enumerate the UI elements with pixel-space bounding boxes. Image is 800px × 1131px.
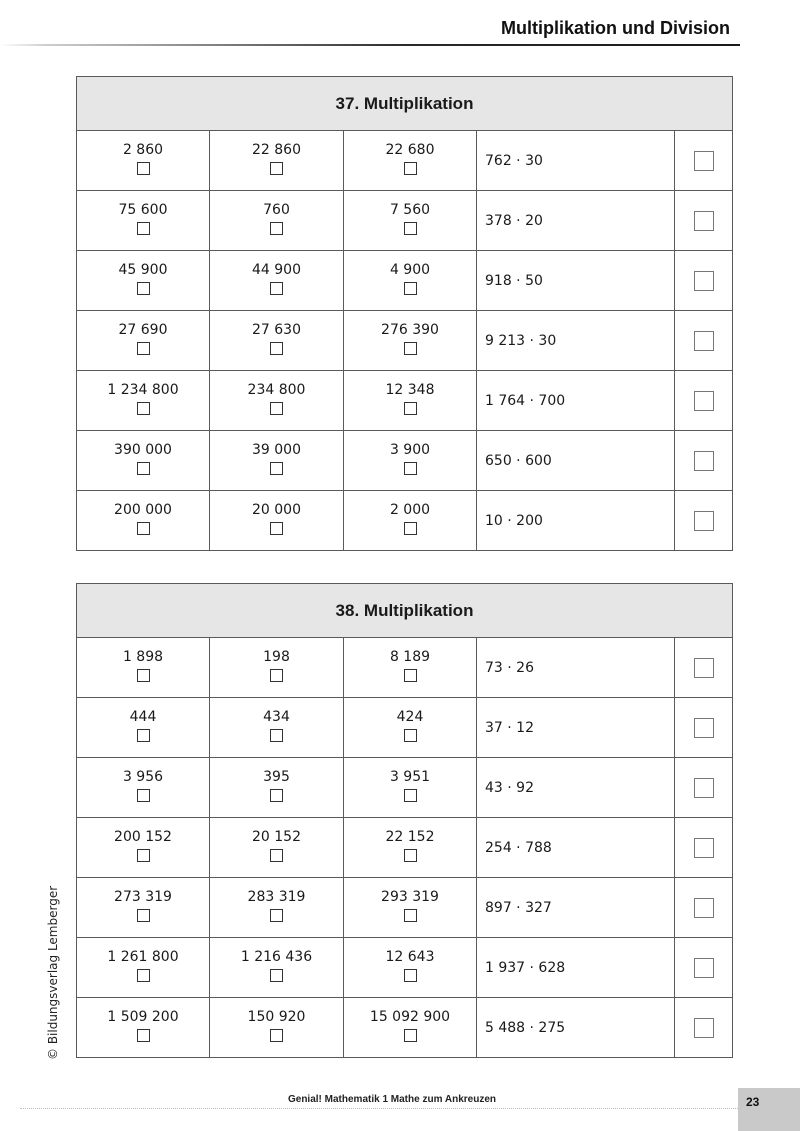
answer-option	[210, 491, 344, 551]
option-value: 424	[396, 709, 424, 725]
result-checkbox[interactable]	[694, 511, 714, 531]
multiplication-task: 897 · 327	[477, 878, 675, 938]
answer-option	[210, 191, 344, 251]
multiplication-task: 650 · 600	[477, 431, 675, 491]
answer-option	[344, 491, 477, 551]
exercise-row	[77, 371, 733, 431]
option-value: 3 951	[389, 769, 431, 785]
result-cell	[675, 758, 733, 818]
multiplication-task: 43 · 92	[477, 758, 675, 818]
answer-option	[77, 131, 210, 191]
answer-option	[77, 758, 210, 818]
exercise-row	[77, 998, 733, 1058]
answer-option	[344, 371, 477, 431]
option-checkbox[interactable]	[270, 789, 283, 802]
exercise-row	[77, 938, 733, 998]
option-checkbox[interactable]	[137, 402, 150, 415]
result-checkbox[interactable]	[694, 151, 714, 171]
exercise-row	[77, 311, 733, 371]
result-cell	[675, 191, 733, 251]
option-checkbox[interactable]	[270, 222, 283, 235]
answer-option	[77, 251, 210, 311]
exercise-row	[77, 191, 733, 251]
page-header-title: Multiplikation und Division	[501, 18, 730, 38]
result-cell	[675, 491, 733, 551]
option-checkbox[interactable]	[270, 729, 283, 742]
option-checkbox[interactable]	[137, 849, 150, 862]
option-checkbox[interactable]	[137, 342, 150, 355]
option-value: 45 900	[118, 262, 168, 278]
result-checkbox[interactable]	[694, 271, 714, 291]
option-value: 44 900	[252, 262, 301, 278]
option-value: 150 920	[247, 1009, 306, 1025]
option-value: 3 900	[389, 442, 431, 458]
answer-option	[210, 371, 344, 431]
option-value: 20 152	[252, 829, 301, 845]
answer-option	[77, 311, 210, 371]
exercise-title: 37. Multiplikation	[77, 77, 733, 131]
exercise-title: 38. Multiplikation	[77, 584, 733, 638]
result-cell	[675, 311, 733, 371]
result-cell	[675, 638, 733, 698]
answer-option	[77, 431, 210, 491]
option-checkbox[interactable]	[404, 222, 417, 235]
result-checkbox[interactable]	[694, 778, 714, 798]
option-checkbox[interactable]	[404, 849, 417, 862]
result-checkbox[interactable]	[694, 331, 714, 351]
exercise-row	[77, 491, 733, 551]
option-checkbox[interactable]	[137, 1029, 150, 1042]
answer-option	[77, 191, 210, 251]
option-checkbox[interactable]	[270, 282, 283, 295]
multiplication-task: 1 764 · 700	[477, 371, 675, 431]
option-checkbox[interactable]	[404, 669, 417, 682]
answer-option	[77, 698, 210, 758]
answer-option	[210, 251, 344, 311]
option-value: 20 000	[252, 502, 301, 518]
result-checkbox[interactable]	[694, 898, 714, 918]
answer-option	[344, 251, 477, 311]
option-checkbox[interactable]	[137, 969, 150, 982]
exercise-row	[77, 818, 733, 878]
answer-option	[344, 698, 477, 758]
multiplication-task: 762 · 30	[477, 131, 675, 191]
option-checkbox[interactable]	[404, 969, 417, 982]
option-value: 22 860	[252, 142, 301, 158]
option-value: 273 319	[114, 889, 172, 905]
answer-option	[210, 431, 344, 491]
result-checkbox[interactable]	[694, 391, 714, 411]
answer-option	[344, 311, 477, 371]
answer-option	[210, 311, 344, 371]
option-value: 4 900	[389, 262, 431, 278]
option-checkbox[interactable]	[137, 729, 150, 742]
option-checkbox[interactable]	[404, 402, 417, 415]
answer-option	[210, 698, 344, 758]
option-value: 1 216 436	[240, 949, 313, 965]
option-value: 1 509 200	[107, 1009, 179, 1025]
result-cell	[675, 998, 733, 1058]
multiplication-task: 10 · 200	[477, 491, 675, 551]
option-checkbox[interactable]	[137, 162, 150, 175]
result-cell	[675, 698, 733, 758]
option-value: 444	[129, 709, 157, 725]
option-value: 198	[263, 649, 290, 665]
option-checkbox[interactable]	[137, 282, 150, 295]
option-checkbox[interactable]	[137, 222, 150, 235]
option-value: 2 860	[122, 142, 164, 158]
option-value: 395	[263, 769, 290, 785]
option-value: 390 000	[114, 442, 172, 458]
answer-option	[77, 638, 210, 698]
option-value: 7 560	[389, 202, 431, 218]
option-value: 293 319	[381, 889, 439, 905]
option-checkbox[interactable]	[270, 162, 283, 175]
exercise-row	[77, 638, 733, 698]
option-checkbox[interactable]	[137, 669, 150, 682]
exercise-row	[77, 431, 733, 491]
option-value: 75 600	[118, 202, 168, 218]
answer-option	[344, 758, 477, 818]
option-value: 1 234 800	[107, 382, 179, 398]
result-cell	[675, 371, 733, 431]
exercise-table-38	[76, 583, 733, 1058]
result-cell	[675, 938, 733, 998]
exercise-row	[77, 131, 733, 191]
option-value: 234 800	[247, 382, 306, 398]
answer-option	[344, 818, 477, 878]
option-value: 12 348	[385, 382, 435, 398]
option-value: 200 000	[114, 502, 172, 518]
answer-option	[77, 371, 210, 431]
option-checkbox[interactable]	[270, 462, 283, 475]
answer-option	[210, 758, 344, 818]
option-checkbox[interactable]	[137, 522, 150, 535]
option-value: 1 261 800	[107, 949, 179, 965]
result-checkbox[interactable]	[694, 451, 714, 471]
result-cell	[675, 818, 733, 878]
option-checkbox[interactable]	[404, 342, 417, 355]
page-number: 23	[738, 1088, 800, 1131]
option-value: 200 152	[114, 829, 172, 845]
answer-option	[210, 998, 344, 1058]
option-value: 22 152	[385, 829, 435, 845]
option-checkbox[interactable]	[270, 1029, 283, 1042]
option-value: 27 690	[118, 322, 168, 338]
answer-option	[344, 191, 477, 251]
option-value: 39 000	[252, 442, 301, 458]
option-value: 22 680	[385, 142, 435, 158]
option-value: 15 092 900	[369, 1009, 451, 1025]
option-value: 27 630	[252, 322, 301, 338]
option-value: 434	[263, 709, 290, 725]
header-rule	[0, 44, 740, 46]
result-checkbox[interactable]	[694, 838, 714, 858]
multiplication-task: 918 · 50	[477, 251, 675, 311]
option-checkbox[interactable]	[404, 522, 417, 535]
option-value: 8 189	[389, 649, 431, 665]
multiplication-task: 378 · 20	[477, 191, 675, 251]
option-checkbox[interactable]	[270, 969, 283, 982]
option-checkbox[interactable]	[404, 162, 417, 175]
result-cell	[675, 431, 733, 491]
answer-option	[210, 938, 344, 998]
option-value: 283 319	[247, 889, 306, 905]
answer-option	[344, 938, 477, 998]
option-checkbox[interactable]	[404, 1029, 417, 1042]
result-cell	[675, 251, 733, 311]
answer-option	[77, 491, 210, 551]
answer-option	[210, 638, 344, 698]
exercise-row	[77, 878, 733, 938]
option-value: 276 390	[381, 322, 439, 338]
option-checkbox[interactable]	[270, 342, 283, 355]
option-value: 2 000	[389, 502, 431, 518]
answer-option	[210, 818, 344, 878]
option-checkbox[interactable]	[270, 402, 283, 415]
option-value: 3 956	[122, 769, 164, 785]
option-checkbox[interactable]	[404, 282, 417, 295]
result-cell	[675, 878, 733, 938]
option-checkbox[interactable]	[404, 789, 417, 802]
footer-text: Genial! Mathematik 1 Mathe zum Ankreuzen	[287, 1094, 496, 1105]
answer-option	[77, 998, 210, 1058]
result-checkbox[interactable]	[694, 1018, 714, 1038]
answer-option	[210, 878, 344, 938]
result-cell	[675, 131, 733, 191]
exercise-row	[77, 758, 733, 818]
answer-option	[344, 638, 477, 698]
multiplication-task: 37 · 12	[477, 698, 675, 758]
multiplication-task: 1 937 · 628	[477, 938, 675, 998]
answer-option	[344, 998, 477, 1058]
exercise-row	[77, 251, 733, 311]
option-checkbox[interactable]	[137, 789, 150, 802]
option-value: 760	[263, 202, 290, 218]
option-checkbox[interactable]	[270, 522, 283, 535]
option-checkbox[interactable]	[137, 909, 150, 922]
multiplication-task: 254 · 788	[477, 818, 675, 878]
result-checkbox[interactable]	[694, 718, 714, 738]
result-checkbox[interactable]	[694, 658, 714, 678]
result-checkbox[interactable]	[694, 211, 714, 231]
answer-option	[77, 938, 210, 998]
multiplication-task: 9 213 · 30	[477, 311, 675, 371]
option-checkbox[interactable]	[270, 849, 283, 862]
option-checkbox[interactable]	[404, 729, 417, 742]
exercise-table-37	[76, 76, 733, 551]
answer-option	[344, 431, 477, 491]
answer-option	[344, 878, 477, 938]
multiplication-task: 73 · 26	[477, 638, 675, 698]
answer-option	[77, 818, 210, 878]
option-checkbox[interactable]	[404, 462, 417, 475]
multiplication-task: 5 488 · 275	[477, 998, 675, 1058]
option-checkbox[interactable]	[137, 462, 150, 475]
option-value: 1 898	[122, 649, 164, 665]
option-checkbox[interactable]	[404, 909, 417, 922]
answer-option	[344, 131, 477, 191]
result-checkbox[interactable]	[694, 958, 714, 978]
option-checkbox[interactable]	[270, 669, 283, 682]
copyright-credit: © Bildungsverlag Lemberger	[46, 885, 60, 1060]
answer-option	[77, 878, 210, 938]
option-value: 12 643	[385, 949, 435, 965]
answer-option	[210, 131, 344, 191]
option-checkbox[interactable]	[270, 909, 283, 922]
exercise-row	[77, 698, 733, 758]
footer-rule	[20, 1108, 740, 1109]
